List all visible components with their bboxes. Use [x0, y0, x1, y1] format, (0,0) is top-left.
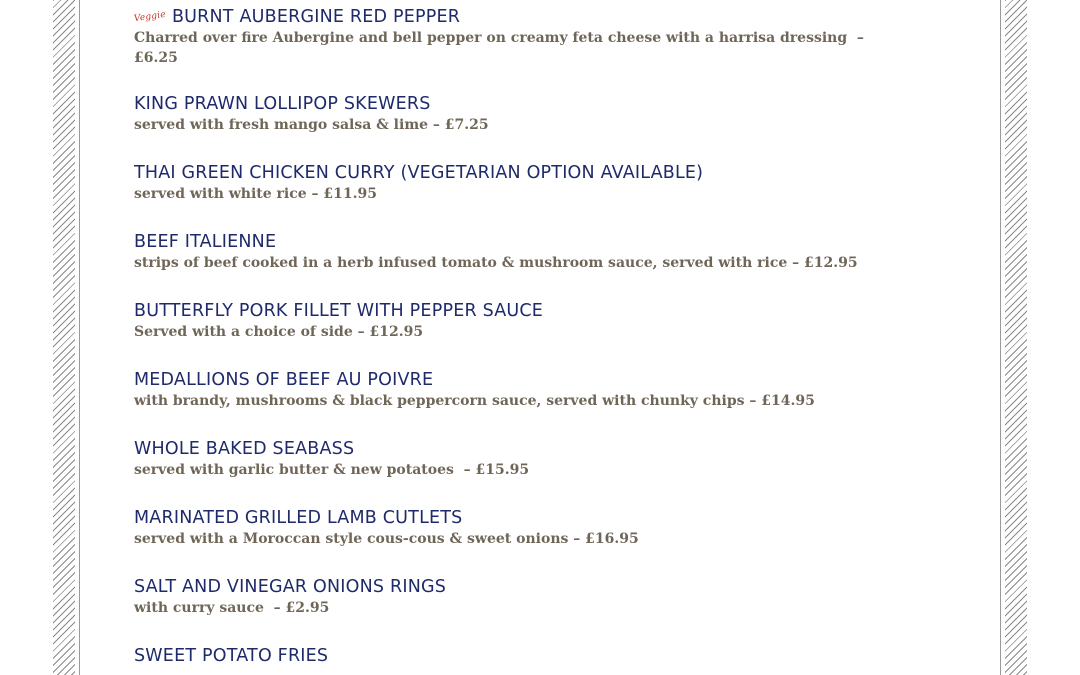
menu-item [134, 576, 994, 618]
menu-item-title: KING PRAWN LOLLIPOP SKEWERS [134, 94, 431, 114]
menu-item-description: served with garlic butter & new potatoes – £15.95 [134, 462, 530, 478]
menu-item-description: served with white rice – £11.95 [134, 186, 378, 202]
menu-item-title-text: BURNT AUBERGINE RED PEPPER [171, 7, 461, 27]
menu-item [134, 645, 994, 667]
menu-item [134, 231, 994, 273]
menu-item-description: served with fresh mango salsa & lime – £7.25 [134, 117, 489, 133]
menu-item-description: Charred over fire Aubergine and bell pepper on creamy feta cheese with a harrisa dressing – £6.25 [134, 30, 869, 66]
border-rule-right [1000, 0, 1001, 675]
menu-item-title: BEEF ITALIENNE [134, 232, 277, 252]
menu-list [134, 6, 994, 675]
menu-item [134, 6, 994, 68]
menu-item-title: MARINATED GRILLED LAMB CUTLETS [134, 508, 463, 528]
menu-item-title: BUTTERFLY PORK FILLET WITH PEPPER SAUCE [134, 301, 544, 321]
menu-item [134, 369, 994, 411]
menu-item-title: SWEET POTATO FRIES [134, 646, 329, 666]
menu-item-description: with curry sauce – £2.95 [134, 600, 330, 616]
veggie-tag: Veggie [133, 9, 167, 25]
decorative-border-right [1005, 0, 1027, 675]
menu-item-title [134, 6, 994, 28]
menu-item [134, 162, 994, 204]
menu-item-description: strips of beef cooked in a herb infused tomato & mushroom sauce, served with rice – £12.95 [134, 255, 858, 271]
menu-item-title: THAI GREEN CHICKEN CURRY (VEGETARIAN OPTION AVAILABLE) [134, 163, 704, 183]
menu-item-title: WHOLE BAKED SEABASS [134, 439, 355, 459]
menu-item-title: MEDALLIONS OF BEEF AU POIVRE [134, 370, 434, 390]
menu-item-description: Served with a choice of side – £12.95 [134, 324, 424, 340]
menu-item-title: SALT AND VINEGAR ONIONS RINGS [134, 577, 447, 597]
menu-item [134, 93, 994, 135]
menu-item [134, 438, 994, 480]
menu-item [134, 300, 994, 342]
menu-item-description: served with a Moroccan style cous-cous & sweet onions – £16.95 [134, 531, 639, 547]
menu-item [134, 507, 994, 549]
decorative-border-left [53, 0, 75, 675]
menu-item-description: with brandy, mushrooms & black peppercorn sauce, served with chunky chips – £14.95 [134, 393, 815, 409]
border-rule-left [79, 0, 80, 675]
